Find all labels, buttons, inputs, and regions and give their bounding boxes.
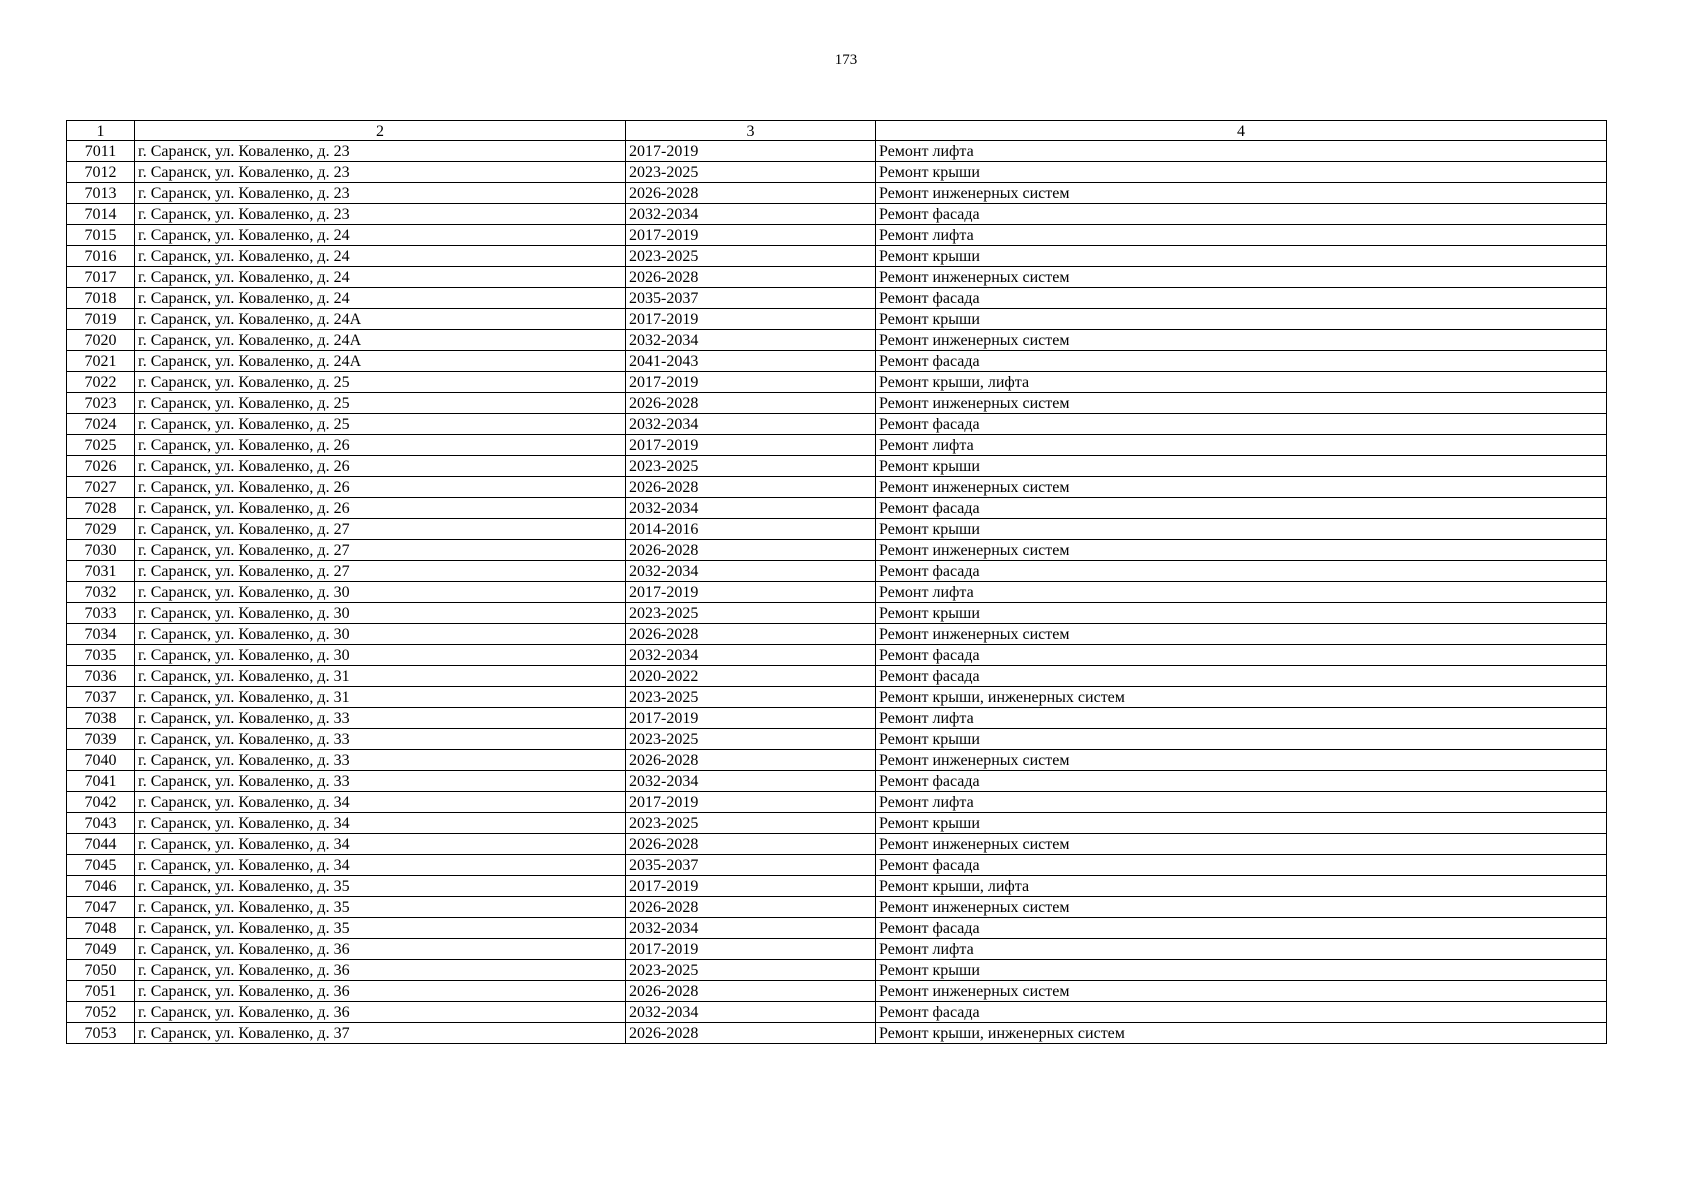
row-number-cell: 7034: [67, 624, 135, 645]
period-cell: 2032-2034: [626, 645, 876, 666]
work-type-cell: Ремонт инженерных систем: [876, 981, 1607, 1002]
column-header-number: 1: [67, 121, 135, 141]
work-type-cell: Ремонт фасада: [876, 561, 1607, 582]
period-cell: 2023-2025: [626, 603, 876, 624]
work-type-cell: Ремонт лифта: [876, 708, 1607, 729]
period-cell: 2026-2028: [626, 981, 876, 1002]
address-cell: г. Саранск, ул. Коваленко, д. 33: [135, 750, 626, 771]
address-cell: г. Саранск, ул. Коваленко, д. 34: [135, 792, 626, 813]
row-number-cell: 7021: [67, 351, 135, 372]
address-cell: г. Саранск, ул. Коваленко, д. 30: [135, 624, 626, 645]
period-cell: 2017-2019: [626, 435, 876, 456]
work-type-cell: Ремонт инженерных систем: [876, 183, 1607, 204]
table-row: [67, 792, 1607, 813]
column-header-address: 2: [135, 121, 626, 141]
work-type-cell: Ремонт крыши: [876, 246, 1607, 267]
period-cell: 2026-2028: [626, 267, 876, 288]
work-type-cell: Ремонт крыши: [876, 456, 1607, 477]
table-row: [67, 246, 1607, 267]
column-header-period: 3: [626, 121, 876, 141]
table-row: [67, 414, 1607, 435]
table-row: [67, 456, 1607, 477]
work-type-cell: Ремонт крыши, инженерных систем: [876, 687, 1607, 708]
work-type-cell: Ремонт фасада: [876, 204, 1607, 225]
row-number-cell: 7048: [67, 918, 135, 939]
row-number-cell: 7036: [67, 666, 135, 687]
address-cell: г. Саранск, ул. Коваленко, д. 33: [135, 729, 626, 750]
work-type-cell: Ремонт фасада: [876, 855, 1607, 876]
address-cell: г. Саранск, ул. Коваленко, д. 24: [135, 267, 626, 288]
row-number-cell: 7038: [67, 708, 135, 729]
address-cell: г. Саранск, ул. Коваленко, д. 25: [135, 393, 626, 414]
row-number-cell: 7053: [67, 1023, 135, 1044]
work-type-cell: Ремонт крыши, инженерных систем: [876, 1023, 1607, 1044]
table-row: [67, 918, 1607, 939]
row-number-cell: 7046: [67, 876, 135, 897]
table-row: [67, 813, 1607, 834]
table-row: [67, 561, 1607, 582]
table-row: [67, 267, 1607, 288]
address-cell: г. Саранск, ул. Коваленко, д. 26: [135, 477, 626, 498]
period-cell: 2017-2019: [626, 708, 876, 729]
period-cell: 2017-2019: [626, 141, 876, 162]
address-cell: г. Саранск, ул. Коваленко, д. 33: [135, 708, 626, 729]
work-type-cell: Ремонт инженерных систем: [876, 624, 1607, 645]
address-cell: г. Саранск, ул. Коваленко, д. 24А: [135, 309, 626, 330]
table-row: [67, 435, 1607, 456]
address-cell: г. Саранск, ул. Коваленко, д. 35: [135, 918, 626, 939]
address-cell: г. Саранск, ул. Коваленко, д. 30: [135, 645, 626, 666]
table-row: [67, 876, 1607, 897]
column-header-work-type: 4: [876, 121, 1607, 141]
work-type-cell: Ремонт лифта: [876, 939, 1607, 960]
row-number-cell: 7017: [67, 267, 135, 288]
table-row: [67, 351, 1607, 372]
work-type-cell: Ремонт инженерных систем: [876, 834, 1607, 855]
period-cell: 2023-2025: [626, 456, 876, 477]
address-cell: г. Саранск, ул. Коваленко, д. 34: [135, 813, 626, 834]
period-cell: 2035-2037: [626, 855, 876, 876]
address-cell: г. Саранск, ул. Коваленко, д. 35: [135, 897, 626, 918]
table-row: [67, 729, 1607, 750]
repair-schedule-table: [66, 120, 1607, 1044]
work-type-cell: Ремонт инженерных систем: [876, 750, 1607, 771]
work-type-cell: Ремонт фасада: [876, 918, 1607, 939]
work-type-cell: Ремонт крыши: [876, 603, 1607, 624]
period-cell: 2023-2025: [626, 162, 876, 183]
work-type-cell: Ремонт лифта: [876, 582, 1607, 603]
period-cell: 2032-2034: [626, 918, 876, 939]
row-number-cell: 7014: [67, 204, 135, 225]
table-row: [67, 393, 1607, 414]
work-type-cell: Ремонт крыши: [876, 960, 1607, 981]
row-number-cell: 7052: [67, 1002, 135, 1023]
work-type-cell: Ремонт крыши: [876, 729, 1607, 750]
work-type-cell: Ремонт фасада: [876, 771, 1607, 792]
address-cell: г. Саранск, ул. Коваленко, д. 24А: [135, 351, 626, 372]
table-row: [67, 225, 1607, 246]
row-number-cell: 7011: [67, 141, 135, 162]
table-row: [67, 288, 1607, 309]
table-row: [67, 750, 1607, 771]
table-row: [67, 309, 1607, 330]
row-number-cell: 7022: [67, 372, 135, 393]
row-number-cell: 7047: [67, 897, 135, 918]
row-number-cell: 7037: [67, 687, 135, 708]
address-cell: г. Саранск, ул. Коваленко, д. 27: [135, 540, 626, 561]
table-row: [67, 162, 1607, 183]
row-number-cell: 7049: [67, 939, 135, 960]
row-number-cell: 7032: [67, 582, 135, 603]
work-type-cell: Ремонт инженерных систем: [876, 393, 1607, 414]
table-row: [67, 897, 1607, 918]
address-cell: г. Саранск, ул. Коваленко, д. 24: [135, 246, 626, 267]
row-number-cell: 7015: [67, 225, 135, 246]
table-row: [67, 498, 1607, 519]
work-type-cell: Ремонт крыши: [876, 162, 1607, 183]
period-cell: 2026-2028: [626, 897, 876, 918]
row-number-cell: 7050: [67, 960, 135, 981]
address-cell: г. Саранск, ул. Коваленко, д. 23: [135, 204, 626, 225]
work-type-cell: Ремонт фасада: [876, 666, 1607, 687]
address-cell: г. Саранск, ул. Коваленко, д. 36: [135, 960, 626, 981]
period-cell: 2020-2022: [626, 666, 876, 687]
table-row: [67, 960, 1607, 981]
work-type-cell: Ремонт инженерных систем: [876, 540, 1607, 561]
period-cell: 2017-2019: [626, 225, 876, 246]
address-cell: г. Саранск, ул. Коваленко, д. 30: [135, 603, 626, 624]
row-number-cell: 7033: [67, 603, 135, 624]
work-type-cell: Ремонт фасада: [876, 498, 1607, 519]
period-cell: 2026-2028: [626, 624, 876, 645]
period-cell: 2032-2034: [626, 1002, 876, 1023]
table-row: [67, 708, 1607, 729]
period-cell: 2026-2028: [626, 540, 876, 561]
address-cell: г. Саранск, ул. Коваленко, д. 24: [135, 288, 626, 309]
row-number-cell: 7035: [67, 645, 135, 666]
period-cell: 2032-2034: [626, 330, 876, 351]
row-number-cell: 7029: [67, 519, 135, 540]
table-row: [67, 939, 1607, 960]
table-row: [67, 141, 1607, 162]
work-type-cell: Ремонт крыши: [876, 519, 1607, 540]
address-cell: г. Саранск, ул. Коваленко, д. 30: [135, 582, 626, 603]
table-row: [67, 519, 1607, 540]
period-cell: 2017-2019: [626, 582, 876, 603]
row-number-cell: 7023: [67, 393, 135, 414]
address-cell: г. Саранск, ул. Коваленко, д. 37: [135, 1023, 626, 1044]
table-row: [67, 1023, 1607, 1044]
work-type-cell: Ремонт лифта: [876, 225, 1607, 246]
work-type-cell: Ремонт фасада: [876, 645, 1607, 666]
row-number-cell: 7040: [67, 750, 135, 771]
work-type-cell: Ремонт лифта: [876, 141, 1607, 162]
address-cell: г. Саранск, ул. Коваленко, д. 27: [135, 561, 626, 582]
row-number-cell: 7042: [67, 792, 135, 813]
page-number: 173: [834, 52, 858, 68]
row-number-cell: 7044: [67, 834, 135, 855]
row-number-cell: 7031: [67, 561, 135, 582]
work-type-cell: Ремонт фасада: [876, 351, 1607, 372]
period-cell: 2032-2034: [626, 498, 876, 519]
address-cell: г. Саранск, ул. Коваленко, д. 26: [135, 456, 626, 477]
address-cell: г. Саранск, ул. Коваленко, д. 25: [135, 372, 626, 393]
period-cell: 2026-2028: [626, 750, 876, 771]
table-row: [67, 666, 1607, 687]
period-cell: 2017-2019: [626, 876, 876, 897]
address-cell: г. Саранск, ул. Коваленко, д. 24А: [135, 330, 626, 351]
period-cell: 2032-2034: [626, 204, 876, 225]
period-cell: 2023-2025: [626, 246, 876, 267]
address-cell: г. Саранск, ул. Коваленко, д. 31: [135, 666, 626, 687]
period-cell: 2032-2034: [626, 771, 876, 792]
table-body: [67, 141, 1607, 1044]
address-cell: г. Саранск, ул. Коваленко, д. 34: [135, 855, 626, 876]
address-cell: г. Саранск, ул. Коваленко, д. 33: [135, 771, 626, 792]
address-cell: г. Саранск, ул. Коваленко, д. 26: [135, 435, 626, 456]
period-cell: 2041-2043: [626, 351, 876, 372]
work-type-cell: Ремонт инженерных систем: [876, 267, 1607, 288]
address-cell: г. Саранск, ул. Коваленко, д. 24: [135, 225, 626, 246]
work-type-cell: Ремонт крыши: [876, 813, 1607, 834]
work-type-cell: Ремонт инженерных систем: [876, 330, 1607, 351]
period-cell: 2026-2028: [626, 1023, 876, 1044]
period-cell: 2032-2034: [626, 561, 876, 582]
row-number-cell: 7012: [67, 162, 135, 183]
row-number-cell: 7025: [67, 435, 135, 456]
work-type-cell: Ремонт лифта: [876, 792, 1607, 813]
period-cell: 2026-2028: [626, 183, 876, 204]
table-row: [67, 645, 1607, 666]
table-row: [67, 855, 1607, 876]
row-number-cell: 7041: [67, 771, 135, 792]
work-type-cell: Ремонт крыши: [876, 309, 1607, 330]
table-row: [67, 330, 1607, 351]
row-number-cell: 7043: [67, 813, 135, 834]
table-row: [67, 687, 1607, 708]
address-cell: г. Саранск, ул. Коваленко, д. 36: [135, 939, 626, 960]
row-number-cell: 7027: [67, 477, 135, 498]
row-number-cell: 7030: [67, 540, 135, 561]
work-type-cell: Ремонт лифта: [876, 435, 1607, 456]
row-number-cell: 7019: [67, 309, 135, 330]
period-cell: 2035-2037: [626, 288, 876, 309]
address-cell: г. Саранск, ул. Коваленко, д. 36: [135, 1002, 626, 1023]
work-type-cell: Ремонт крыши, лифта: [876, 876, 1607, 897]
table-row: [67, 834, 1607, 855]
table-row: [67, 603, 1607, 624]
row-number-cell: 7024: [67, 414, 135, 435]
period-cell: 2023-2025: [626, 687, 876, 708]
address-cell: г. Саранск, ул. Коваленко, д. 27: [135, 519, 626, 540]
table-row: [67, 204, 1607, 225]
period-cell: 2023-2025: [626, 960, 876, 981]
period-cell: 2026-2028: [626, 834, 876, 855]
period-cell: 2014-2016: [626, 519, 876, 540]
table-row: [67, 771, 1607, 792]
work-type-cell: Ремонт инженерных систем: [876, 897, 1607, 918]
address-cell: г. Саранск, ул. Коваленко, д. 34: [135, 834, 626, 855]
table-row: [67, 981, 1607, 1002]
address-cell: г. Саранск, ул. Коваленко, д. 35: [135, 876, 626, 897]
table-row: [67, 624, 1607, 645]
period-cell: 2026-2028: [626, 393, 876, 414]
address-cell: г. Саранск, ул. Коваленко, д. 25: [135, 414, 626, 435]
table-row: [67, 372, 1607, 393]
row-number-cell: 7051: [67, 981, 135, 1002]
table-row: [67, 183, 1607, 204]
address-cell: г. Саранск, ул. Коваленко, д. 23: [135, 183, 626, 204]
work-type-cell: Ремонт крыши, лифта: [876, 372, 1607, 393]
work-type-cell: Ремонт фасада: [876, 414, 1607, 435]
table-row: [67, 477, 1607, 498]
row-number-cell: 7016: [67, 246, 135, 267]
table-header-row: [67, 121, 1607, 141]
period-cell: 2023-2025: [626, 813, 876, 834]
row-number-cell: 7026: [67, 456, 135, 477]
row-number-cell: 7020: [67, 330, 135, 351]
period-cell: 2032-2034: [626, 414, 876, 435]
row-number-cell: 7013: [67, 183, 135, 204]
period-cell: 2017-2019: [626, 372, 876, 393]
address-cell: г. Саранск, ул. Коваленко, д. 36: [135, 981, 626, 1002]
period-cell: 2017-2019: [626, 792, 876, 813]
period-cell: 2026-2028: [626, 477, 876, 498]
table-row: [67, 1002, 1607, 1023]
table-row: [67, 540, 1607, 561]
work-type-cell: Ремонт фасада: [876, 288, 1607, 309]
period-cell: 2023-2025: [626, 729, 876, 750]
row-number-cell: 7045: [67, 855, 135, 876]
table-row: [67, 582, 1607, 603]
work-type-cell: Ремонт инженерных систем: [876, 477, 1607, 498]
work-type-cell: Ремонт фасада: [876, 1002, 1607, 1023]
row-number-cell: 7018: [67, 288, 135, 309]
period-cell: 2017-2019: [626, 939, 876, 960]
row-number-cell: 7028: [67, 498, 135, 519]
address-cell: г. Саранск, ул. Коваленко, д. 31: [135, 687, 626, 708]
address-cell: г. Саранск, ул. Коваленко, д. 26: [135, 498, 626, 519]
row-number-cell: 7039: [67, 729, 135, 750]
period-cell: 2017-2019: [626, 309, 876, 330]
address-cell: г. Саранск, ул. Коваленко, д. 23: [135, 162, 626, 183]
address-cell: г. Саранск, ул. Коваленко, д. 23: [135, 141, 626, 162]
